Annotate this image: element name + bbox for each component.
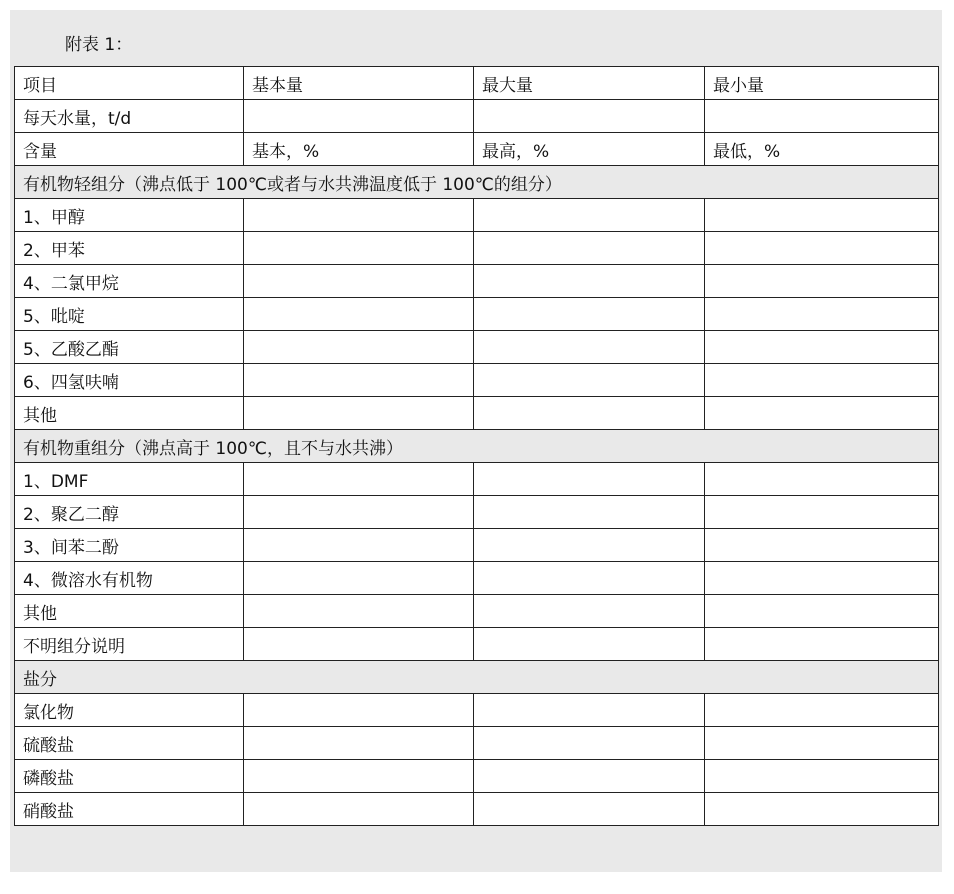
base-value-cell	[244, 397, 474, 430]
item-cell: 硝酸盐	[15, 793, 244, 826]
table-row	[15, 793, 939, 826]
max-value-cell	[474, 199, 705, 232]
base-value-cell	[244, 694, 474, 727]
base-value-cell	[244, 562, 474, 595]
item-cell: 5、吡啶	[15, 298, 244, 331]
table-row	[15, 199, 939, 232]
section-label: 有机物轻组分（沸点低于 100℃或者与水共沸温度低于 100℃的组分）	[15, 166, 939, 199]
base-value-cell: 基本，%	[244, 133, 474, 166]
section-row	[15, 166, 939, 199]
min-value-cell	[705, 199, 939, 232]
section-row	[15, 661, 939, 694]
max-value-cell	[474, 397, 705, 430]
table-row	[15, 562, 939, 595]
item-cell: 3、间苯二酚	[15, 529, 244, 562]
item-cell: 4、二氯甲烷	[15, 265, 244, 298]
min-value-cell	[705, 331, 939, 364]
table-row	[15, 595, 939, 628]
max-value-cell	[474, 793, 705, 826]
max-value-cell	[474, 496, 705, 529]
table-row	[15, 364, 939, 397]
item-cell: 2、聚乙二醇	[15, 496, 244, 529]
item-cell: 磷酸盐	[15, 760, 244, 793]
table-row	[15, 100, 939, 133]
min-value-cell	[705, 265, 939, 298]
item-cell: 1、DMF	[15, 463, 244, 496]
min-value-cell	[705, 463, 939, 496]
item-cell: 4、微溶水有机物	[15, 562, 244, 595]
item-cell: 其他	[15, 595, 244, 628]
data-table	[14, 66, 939, 826]
base-value-cell	[244, 628, 474, 661]
base-value-cell	[244, 595, 474, 628]
max-value-cell	[474, 595, 705, 628]
base-value-cell	[244, 199, 474, 232]
min-value-cell	[705, 232, 939, 265]
header-row	[15, 67, 939, 100]
max-value-cell	[474, 265, 705, 298]
base-value-cell	[244, 331, 474, 364]
min-value-cell	[705, 529, 939, 562]
min-value-cell	[705, 397, 939, 430]
min-value-cell	[705, 364, 939, 397]
header-cell-base: 基本量	[244, 67, 474, 100]
min-value-cell	[705, 694, 939, 727]
item-cell: 2、甲苯	[15, 232, 244, 265]
max-value-cell	[474, 628, 705, 661]
item-cell: 不明组分说明	[15, 628, 244, 661]
section-label: 盐分	[15, 661, 939, 694]
base-value-cell	[244, 496, 474, 529]
min-value-cell	[705, 760, 939, 793]
table-row	[15, 628, 939, 661]
min-value-cell: 最低，%	[705, 133, 939, 166]
header-cell-max: 最大量	[474, 67, 705, 100]
section-row	[15, 430, 939, 463]
item-cell: 5、乙酸乙酯	[15, 331, 244, 364]
table-row	[15, 265, 939, 298]
table-row	[15, 133, 939, 166]
table-row	[15, 496, 939, 529]
item-cell: 6、四氢呋喃	[15, 364, 244, 397]
max-value-cell	[474, 298, 705, 331]
min-value-cell	[705, 628, 939, 661]
table-row	[15, 694, 939, 727]
item-cell: 其他	[15, 397, 244, 430]
base-value-cell	[244, 364, 474, 397]
base-value-cell	[244, 793, 474, 826]
base-value-cell	[244, 463, 474, 496]
base-value-cell	[244, 727, 474, 760]
header-cell-item: 项目	[15, 67, 244, 100]
table-row	[15, 760, 939, 793]
min-value-cell	[705, 100, 939, 133]
min-value-cell	[705, 793, 939, 826]
max-value-cell	[474, 694, 705, 727]
header-cell-min: 最小量	[705, 67, 939, 100]
table-row	[15, 463, 939, 496]
max-value-cell	[474, 364, 705, 397]
item-cell: 1、甲醇	[15, 199, 244, 232]
base-value-cell	[244, 529, 474, 562]
max-value-cell	[474, 562, 705, 595]
max-value-cell	[474, 463, 705, 496]
max-value-cell	[474, 727, 705, 760]
table-caption: 附表 1：	[65, 35, 133, 55]
max-value-cell	[474, 331, 705, 364]
table-row	[15, 232, 939, 265]
table-row	[15, 298, 939, 331]
section-label: 有机物重组分（沸点高于 100℃，且不与水共沸）	[15, 430, 939, 463]
min-value-cell	[705, 562, 939, 595]
table-row	[15, 331, 939, 364]
base-value-cell	[244, 265, 474, 298]
table-row	[15, 727, 939, 760]
base-value-cell	[244, 100, 474, 133]
table-row	[15, 529, 939, 562]
document-page	[10, 10, 942, 872]
max-value-cell	[474, 529, 705, 562]
max-value-cell: 最高，%	[474, 133, 705, 166]
base-value-cell	[244, 232, 474, 265]
min-value-cell	[705, 298, 939, 331]
item-cell: 硫酸盐	[15, 727, 244, 760]
min-value-cell	[705, 727, 939, 760]
max-value-cell	[474, 232, 705, 265]
item-cell: 氯化物	[15, 694, 244, 727]
base-value-cell	[244, 760, 474, 793]
base-value-cell	[244, 298, 474, 331]
table-row	[15, 397, 939, 430]
item-cell: 含量	[15, 133, 244, 166]
max-value-cell	[474, 760, 705, 793]
item-cell: 每天水量，t/d	[15, 100, 244, 133]
min-value-cell	[705, 595, 939, 628]
max-value-cell	[474, 100, 705, 133]
min-value-cell	[705, 496, 939, 529]
